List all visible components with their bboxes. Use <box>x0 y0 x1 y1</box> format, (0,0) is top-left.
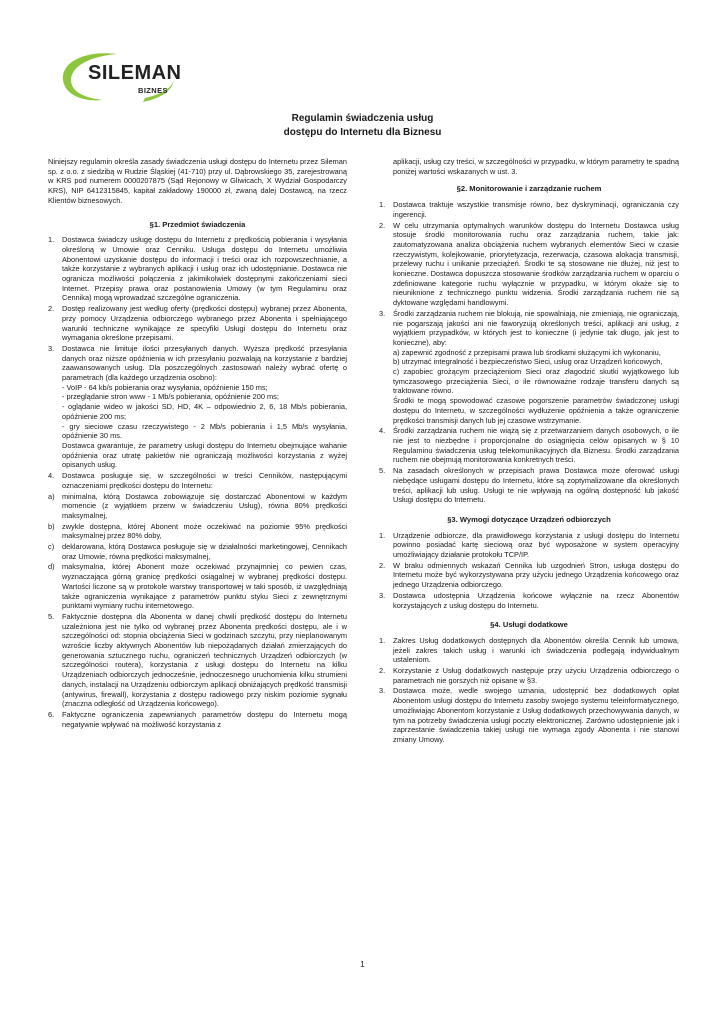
list-item: 1. Dostawca traktuje wszystkie transmisje równo, bez dyskryminacji, ograniczania czy ingerencji. <box>379 200 679 219</box>
sub-item: b) zwykle dostępna, której Abonent może oczekiwać na poziomie 95% prędkości maksymalnej przez 80% doby, <box>48 521 347 541</box>
page-number: 1 <box>360 960 365 969</box>
document-title <box>0 112 725 140</box>
list-item: 5. Na zasadach określonych w przepisach prawa Dostawca może oferować usługi niebędące usługami dostępu do Internetu, które są zoptymalizowane dla określonych treści, aplikacji lub usług. Usługi te nie wpływają na ogólną dostępność lub jakość Usługi dostępu do Internetu. <box>379 466 679 505</box>
title-line-1: Regulamin świadczenia usług <box>291 113 434 124</box>
sub-item: c) deklarowana, którą Dostawca posługuje się w działalności marketingowej, Cennikach oraz Umowie, równa prędkości maksymalnej, <box>48 542 347 561</box>
section-4-list <box>379 636 679 745</box>
section-2-heading: §2. Monitorowanie i zarządzanie ruchem <box>456 184 602 194</box>
list-item: 2. Korzystanie z Usług dodatkowych następuje przy użyciu Urządzenia odbiorczego o parametrach nie gorszych niż opisane w §3. <box>379 666 679 685</box>
list-item: 2. W celu utrzymania optymalnych warunków dostępu do Internetu Dostawca usług stosuje środki monitorowania ruchu oraz zarządzania ruchem, takie jak: zautomatyzowana analiza obciążenia ruchem wybranych elementów Sieci w czasie rzeczywistym, kolejkowanie, priorytetyzacja, rezerwacja, czasowa alokacja transmisji, przelewy ruchu i unikanie przeciążeń. Środki te są stosowane nie dłużej, niż jest to konieczne. Dostawca dopuszcza stosowanie środków zarządzania ruchem w oparciu o zdefiniowane kategorie ruchu wyłącznie w przypadku, w którym okaże się to nieuniknione z technicznego punktu widzenia. Środki zarządzania ruchem nie są dyktowane względami handlowymi. <box>379 220 679 308</box>
list-item: 1. Dostawca świadczy usługę dostępu do Internetu z prędkością pobierania i wysyłania określoną w Umowie oraz Cenniku. Usługa dostępu do Internetu umożliwia Abonentowi uzyskanie dostępu do informacji i treści oraz ich rozpowszechnianie, a także korzystanie z wybranych aplikacji i usług oraz ich udostępnianie. Dostawca nie ogranicza możliwości połączenia z jakimikolwiek dostępnymi zakończeniami sieci Internet. Przepisy prawa oraz postanowienia Umowy (w tym Regulaminu oraz Cennika) mogą wprowadzać szczególne ograniczenia. <box>48 235 347 303</box>
list-item: 3. Dostawca może, wedle swojego uznania, udostępnić bez dodatkowych opłat Abonentom usługi dostępu do Internetu zasoby swojego systemu teleinformatycznego, umożliwiając Abonentom korzystanie z Usług dodatkowych przechowywania danych, w tym na potrzeby świadczenia usługi poczty elektronicznej. Zarówno udostępnienie jak i zaprzestanie świadczenia takiej usługi nie wymaga zgody Abonenta i nie stanowi zmiany Umowy. <box>379 686 679 744</box>
sub-item: d) maksymalna, której Abonent może oczekiwać przynajmniej co pewien czas, wyznaczająca górną granicę prędkości osiągalnej w wybranej prędkości dostępu. Wartości liczone są w protokole warstwy transportowej w taki sposób, iż uwzględniają także ograniczenia wynikające z parametrów punktu styku Sieci z zewnętrznymi punktami wymiany ruchu internetowego. <box>48 562 347 611</box>
section-2-list <box>379 200 679 505</box>
sub-item: a) minimalna, którą Dostawca zobowiązuje się dostarczać Abonentowi w każdym momencie (z wyjątkiem przerw w świadczeniu Usług), równa 80% prędkości maksymalnej, <box>48 491 347 520</box>
logo-subtitle: BIZNES <box>138 86 168 95</box>
list-item: 3. Dostawca udostępnia Urządzenia końcowe wyłącznie na rzecz Abonentów korzystających z usług dostępu do Internetu. <box>379 590 679 610</box>
section-4-heading: §4. Usługi dodatkowe <box>490 620 568 630</box>
list-item: 4. Dostawca posługuje się, w szczególności w treści Cenników, następującymi oznaczeniami prędkości dostępu do Internetu: <box>48 471 347 490</box>
list-item: 1. Zakres Usług dodatkowych dostępnych dla Abonentów określa Cennik lub umowa, jeżeli zakres takich usług i warunki ich świadczenia podlegają indywidualnym ustaleniom. <box>379 635 679 665</box>
logo-name: SILEMAN <box>88 62 182 84</box>
section-1-list <box>48 235 347 729</box>
title-line-2: dostępu do Internetu dla Biznesu <box>283 127 442 138</box>
list-item: 6. Faktyczne ograniczenia zapewnianych parametrów dostępu do Internetu mogą negatywnie wpływać na możliwość korzystania z <box>48 709 347 729</box>
section-3-list <box>379 531 679 611</box>
continued-paragraph: aplikacji, usług czy treści, w szczególności w przypadku, w którym parametry te spadną poniżej wartości wskazanych w ust. 3. <box>393 157 679 176</box>
section-1-heading: §1. Przedmiot świadczenia <box>149 219 246 229</box>
left-column <box>48 157 347 739</box>
list-item: 2. W braku odmiennych wskazań Cennika lub uzgodnień Stron, usługa dostępu do Internetu może być wykorzystywana przy użyciu jednego Urządzenia końcowego oraz jednego Urządzenia odbiorczego. <box>379 560 679 590</box>
intro-paragraph: Niniejszy regulamin określa zasady świadczenia usługi dostępu do Internetu przez Sileman sp. z o.o. z siedzibą w Rudzie Śląskiej (41-710) przy ul. Dąbrowskiego 35, zarejestrowaną w KRS pod numerem 0000207875 (Sąd Rejonowy w Gliwicach, X Wydział Gospodarczy KRS), NIP 6412315845, kapitał zakładowy 190000 zł, zwaną dalej Dostawcą, na rzecz Klientów biznesowych. <box>48 157 347 205</box>
list-item: 1. Urządzenie odbiorcze, dla prawidłowego korzystania z usługi dostępu do Internetu powinno posiadać kartę sieciową oraz być wyposażone w system operacyjny umożliwiający działanie protokołu TCP/IP. <box>379 530 679 560</box>
list-item: 3. Dostawca nie limituje ilości przesyłanych danych. Wyższa prędkość przesyłania danych oraz niższe opóźnienia w ich przesyłaniu pozwalają na korzystanie z bardziej zaawansowanych usług. Dla poszczególnych zastosowań należy wybrać ofertę o parametrach (dla każdego urządzenia osobno): - VoIP - 64 kb/s pobierania oraz wysyłania, opóźnienie 150 ms; - przeglądanie stron www - 1 Mb/s pobierania, opóźnienie 200 ms; - oglądanie wideo w jakości SD, HD, 4K – odpowiednio 2, 6, 18 Mb/s pobierania, opóźnienie 200 ms; - gry sieciowe czasu rzeczywistego - 2 Mb/s pobierania i 1,5 Mb/s wysyłania, opóźnienie 30 ms. Dostawca gwarantuje, że parametry usługi dostępu do Internetu obejmujące wahanie opóźnienia oraz utratę pakietów nie ograniczają możliwości korzystania z wyżej opisanych usług. <box>48 343 347 470</box>
list-item: 5. Faktycznie dostępna dla Abonenta w danej chwili prędkość dostępu do Internetu uzależniona jest nie tylko od wybranej przez Abonenta prędkości dostępu, ale i w szczególności od: stopnia obciążenia Sieci w godzinach szczytu, przy nieplanowanym wzroście liczby aktywnych Abonentów lub niepożądanych działań zmierzających do generowania sztucznego ruchu, ograniczeń technicznych Urządzeń odbiorczych (w szczególności routera), korzystania z usługi dostępu do Internetu na kilku Urządzeniach odbiorczych jednocześnie, jednoczesnego uruchomienia kilku strumieni danych, instalacji na Urządzeniu odbiorczym aplikacji obniżających prędkość transmisji (antywirus, firewall), korzystania z dostępu radiowego przy niskim poziomie sygnału (znaczna odległość od Urządzenia końcowego). <box>48 611 347 709</box>
section-3-heading: §3. Wymogi dotyczące Urządzeń odbiorczych <box>447 514 611 524</box>
list-item: 2. Dostęp realizowany jest według oferty (prędkości dostępu) wybranej przez Abonenta, przy pomocy Urządzenia odbiorczego wybranego przez Abonenta i spełniającego warunki techniczne wynikające ze specyfiki Usługi dostępu do Internetu oraz wymagania określone przepisami. <box>48 304 347 343</box>
sileman-logo <box>55 48 185 108</box>
list-item: 4. Środki zarządzania ruchem nie wiążą się z przetwarzaniem danych osobowych, o ile nie jest to niezbędne i proporcjonalne do osiągnięcia celów opisanych w § 10 Regulaminu świadczenia usług telekomunikacyjnych dla Biznesu. Środki zarządzania ruchem nie obejmują monitorowania konkretnych treści. <box>379 426 679 465</box>
right-column <box>379 157 679 755</box>
list-item: 3. Środki zarządzania ruchem nie blokują, nie spowalniają, nie zmieniają, nie ograniczają, nie pogarszają jakości ani nie faworyzują określonych treści, aplikacji ani usług, z wyjątkiem przypadków, w których jest to konieczne (i jedynie tak długo, jak jest to konieczne), aby: a) zapewnić zgodność z przepisami prawa lub środkami służącymi ich wykonaniu, b) utrzymać integralność i bezpieczeństwo Sieci, usług oraz Urządzeń końcowych, c) zapobiec grożącym przeciążeniom Sieci oraz złagodzić skutki wyjątkowego lub tymczasowego przeciążenia Sieci, o ile równoważne rodzaje transferu danych są traktowane równo. Środki te mogą spowodować czasowe pogorszenie parametrów świadczonej usługi dostępu do Internetu, w szczególności wydłużenie opóźnienia a także ograniczenie prędkości transmisji danych lub jej czasowe wstrzymanie. <box>379 308 679 425</box>
